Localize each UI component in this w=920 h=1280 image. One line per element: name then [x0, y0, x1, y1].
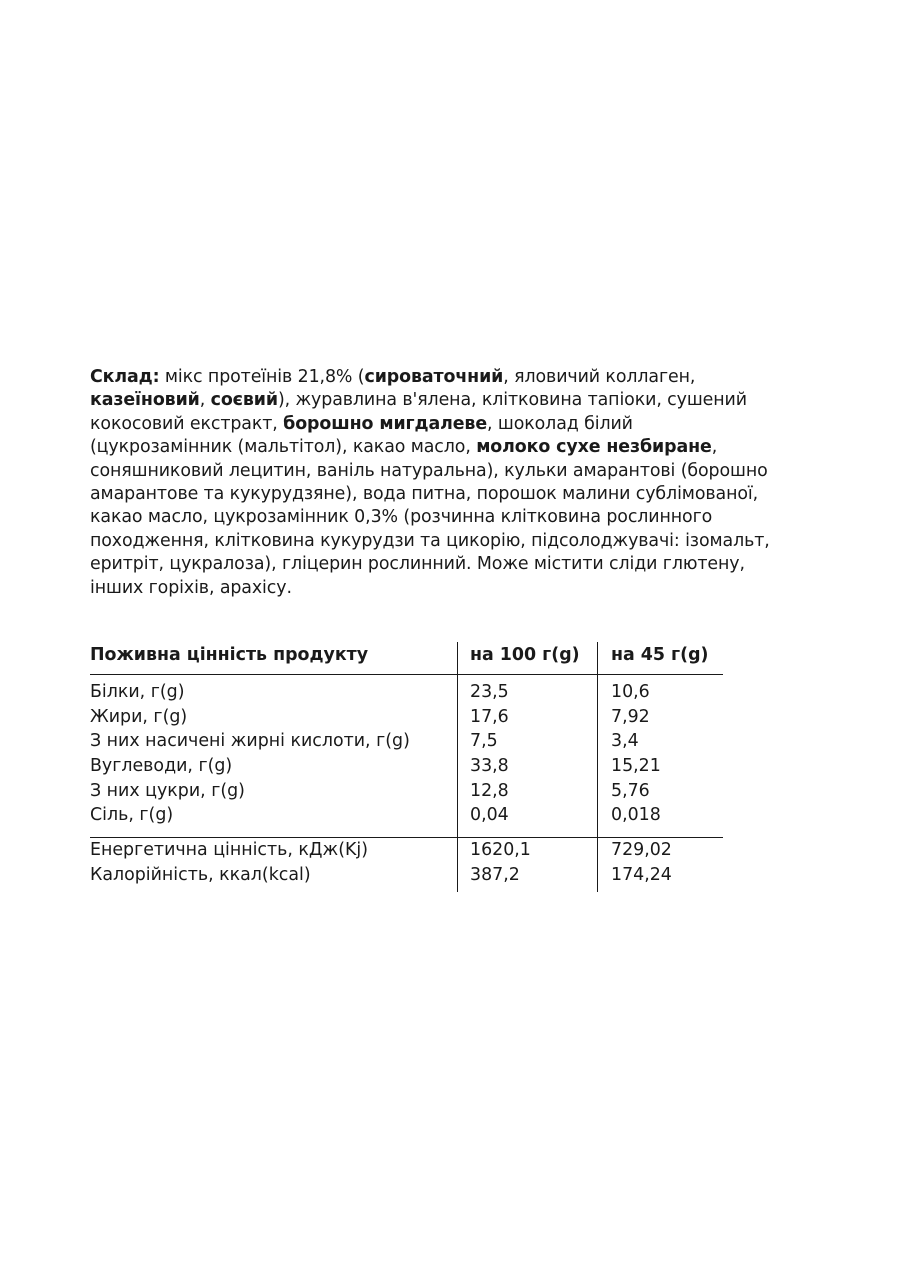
composition-bold-run: сироваточний: [364, 367, 504, 387]
nutrition-row-carbs: [90, 754, 723, 779]
nutrition-row-saturated-fat: [90, 729, 723, 754]
nutrient-per45: 7,92: [611, 706, 650, 727]
nutrient-per100: 0,04: [470, 805, 509, 826]
nutrient-per45: 10,6: [611, 682, 650, 702]
composition-run: ,: [199, 390, 211, 411]
composition-line: [90, 436, 850, 459]
composition-run: ,: [711, 437, 718, 458]
nutrient-per45: 15,21: [611, 756, 661, 777]
nutrient-per45: 174,24: [611, 864, 672, 885]
nutrition-row-fat: [90, 705, 723, 730]
nutrient-per100: 23,5: [470, 682, 509, 702]
composition-line: [90, 413, 850, 436]
composition-run: кокосовий екстракт,: [90, 413, 284, 434]
energy-divider: [90, 837, 723, 838]
composition-run: (цукрозамінник (мальтітол), какао масло,: [90, 437, 477, 458]
nutrient-per100: 7,5: [470, 731, 498, 752]
nutrient-per100: 33,8: [470, 756, 509, 777]
nutrient-per100: 1620,1: [470, 840, 531, 861]
nutrition-row-protein: [90, 680, 723, 705]
header-divider: [90, 674, 723, 675]
nutrient-per45: 729,02: [611, 840, 672, 861]
nutrition-row-sugars: [90, 779, 723, 804]
column-divider-2: [597, 642, 598, 892]
column-divider-1: [457, 642, 458, 892]
nutrition-table: [90, 640, 723, 888]
composition-line: [90, 577, 850, 600]
nutrition-row-energy-kcal: [90, 863, 723, 888]
composition-bold-run: Склад:: [90, 367, 160, 387]
nutrition-row-salt: [90, 803, 723, 828]
composition-run: еритріт, цукралоза), гліцерин рослинний. Може містити сліди глютену,: [90, 554, 745, 575]
nutrient-per45: 5,76: [611, 780, 650, 801]
nutrient-label: Білки, г(g): [90, 682, 185, 702]
composition-line: [90, 366, 850, 389]
composition-run: какао масло, цукрозамінник 0,3% (розчинна клітковина рослинного: [90, 507, 713, 528]
nutrition-header-per100: на 100 г(g): [470, 645, 580, 665]
nutrition-row-energy-kj: [90, 838, 723, 863]
nutrient-label: Калорійність, ккал(kcal): [90, 864, 311, 885]
composition-run: мікс протеїнів 21,8% (: [159, 367, 365, 387]
composition-run: , яловичий коллаген,: [503, 367, 696, 387]
composition-bold-run: соєвий: [210, 390, 278, 411]
nutrient-label: Жири, г(g): [90, 706, 188, 727]
composition-text: [90, 366, 850, 600]
composition-line: [90, 389, 850, 412]
nutrient-label: Сіль, г(g): [90, 805, 174, 826]
nutrient-label: Вуглеводи, г(g): [90, 756, 233, 777]
composition-run: походження, клітковина кукурудзи та цикорію, підсолоджувачі: ізомальт,: [90, 530, 770, 551]
nutrient-per100: 17,6: [470, 706, 509, 727]
composition-line: [90, 506, 850, 529]
nutrient-per45: 3,4: [611, 731, 639, 752]
nutrient-per100: 387,2: [470, 864, 520, 885]
nutrient-per45: 0,018: [611, 805, 661, 826]
nutrition-header-row: [90, 640, 723, 670]
composition-run: соняшниковий лецитин, ваніль натуральна), кульки амарантові (борошно: [90, 460, 768, 481]
composition-line: [90, 553, 850, 576]
nutrient-label: З них насичені жирні кислоти, г(g): [90, 731, 410, 752]
nutrition-header-per45: на 45 г(g): [611, 645, 709, 665]
composition-line: [90, 530, 850, 553]
composition-bold-run: молоко сухе незбиране: [476, 437, 712, 458]
nutrient-label: З них цукри, г(g): [90, 780, 245, 801]
composition-line: [90, 460, 850, 483]
composition-bold-run: казеїновий: [90, 390, 200, 411]
composition-run: амарантове та кукурудзяне), вода питна, порошок малини сублімованої,: [90, 484, 759, 505]
nutrition-header-label: Поживна цінність продукту: [90, 645, 369, 665]
composition-run: ), журавлина в'ялена, клітковина тапіоки, сушений: [277, 390, 747, 411]
nutrient-label: Енергетична цінність, кДж(Kj): [90, 840, 368, 861]
composition-bold-run: борошно мигдалеве: [283, 413, 488, 434]
composition-line: [90, 483, 850, 506]
composition-run: , шоколад білий: [487, 413, 633, 434]
composition-run: інших горіхів, арахісу.: [90, 577, 292, 598]
nutrient-per100: 12,8: [470, 780, 509, 801]
